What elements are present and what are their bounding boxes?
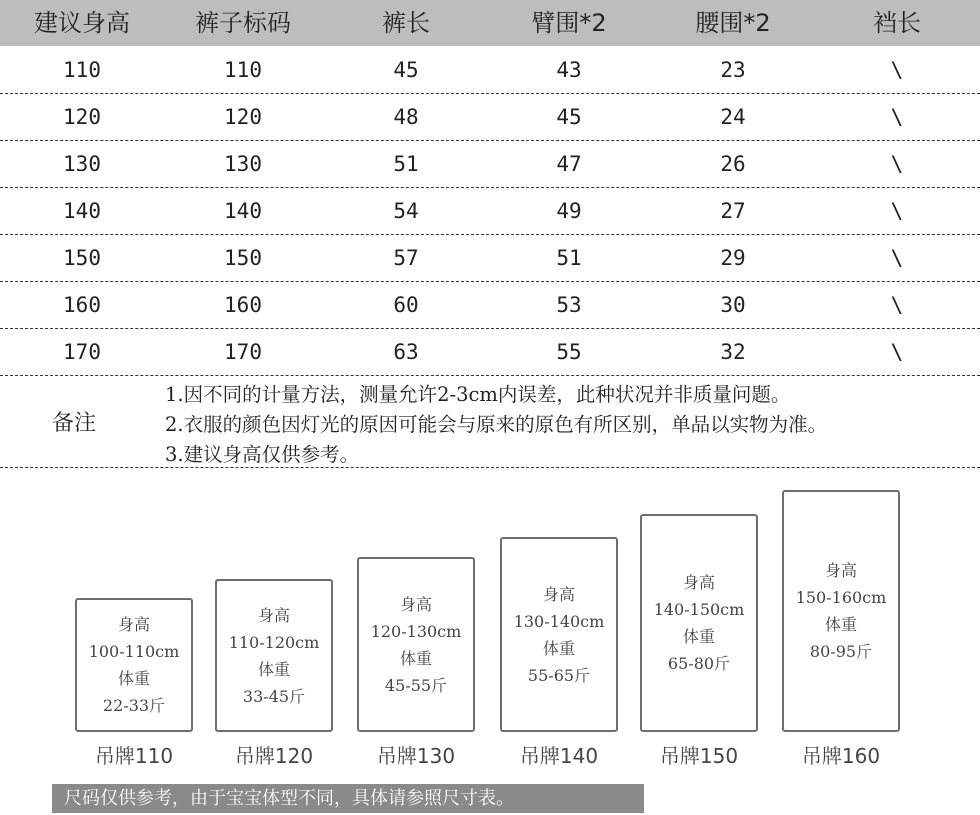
notes-label: 备注 — [52, 411, 97, 436]
tag-height-range: 140-150cm — [653, 600, 745, 619]
tag-weight-label: 体重 — [682, 627, 715, 646]
header-crotch-length: 裆长 — [873, 9, 921, 37]
table-cell: 160 — [224, 293, 262, 317]
table-cell: 140 — [224, 199, 262, 223]
table-row — [0, 94, 980, 141]
table-cell: 47 — [556, 152, 582, 176]
tag-weight-label: 体重 — [824, 615, 857, 634]
tag-height-range: 100-110cm — [88, 642, 180, 661]
tag-weight-label: 体重 — [117, 669, 150, 688]
hangtag-120 — [215, 579, 333, 732]
table-cell: 30 — [720, 293, 746, 317]
table-cell: 48 — [393, 105, 419, 129]
tag-height-range: 120-130cm — [370, 621, 462, 641]
tag-weight-range: 65-80斤 — [667, 654, 731, 673]
hangtag-130 — [357, 557, 475, 732]
table-cell: 63 — [393, 340, 419, 364]
table-cell: 43 — [556, 58, 582, 82]
note-line-2: 2.衣服的颜色因灯光的原因可能会与原来的原色有所区别，单品以实物为准。 — [165, 413, 828, 436]
table-cell: 45 — [393, 58, 419, 82]
tag-height-range: 130-140cm — [513, 611, 605, 631]
table-row — [0, 188, 980, 235]
table-cell: 130 — [63, 152, 101, 176]
hangtag-160 — [782, 490, 900, 732]
table-cell: 60 — [393, 293, 419, 317]
table-cell: \ — [890, 152, 904, 176]
tag-height-range: 150-160cm — [795, 588, 887, 607]
table-cell: 27 — [720, 199, 746, 223]
table-cell: 130 — [224, 152, 262, 176]
table-cell: \ — [890, 340, 904, 364]
table-cell: 110 — [63, 58, 101, 82]
table-cell: \ — [890, 105, 904, 129]
header-pants-length: 裤长 — [382, 9, 430, 37]
table-cell: 140 — [63, 199, 101, 223]
size-disclaimer-banner: 尺码仅供参考，由于宝宝体型不同，具体请参照尺寸表。 — [52, 784, 644, 813]
tag-weight-label: 体重 — [542, 638, 575, 658]
note-line-3: 3.建议身高仅供参考。 — [165, 443, 360, 466]
tag-weight-range: 33-45斤 — [242, 686, 306, 706]
header-waist-circumference: 腰围*2 — [695, 9, 771, 37]
table-cell: 54 — [393, 199, 419, 223]
hangtag-label: 吊牌130 — [376, 744, 456, 768]
tag-height-label: 身高 — [399, 594, 432, 614]
table-cell: 26 — [720, 152, 746, 176]
tag-weight-range: 55-65斤 — [527, 665, 591, 685]
table-cell: 23 — [720, 58, 746, 82]
table-cell: 150 — [63, 246, 101, 270]
tag-weight-label: 体重 — [257, 659, 290, 679]
table-cell: \ — [890, 58, 904, 82]
tag-weight-range: 80-95斤 — [809, 642, 873, 661]
table-cell: 45 — [556, 105, 582, 129]
hangtag-110 — [75, 598, 193, 732]
table-cell: 170 — [224, 340, 262, 364]
table-cell: 49 — [556, 199, 582, 223]
hangtag-label: 吊牌120 — [234, 744, 314, 768]
notes-section — [0, 376, 980, 468]
header-pants-size: 裤子标码 — [195, 9, 291, 37]
tag-height-label: 身高 — [542, 584, 575, 604]
hangtag-label: 吊牌160 — [801, 744, 881, 768]
table-row — [0, 141, 980, 188]
table-header — [0, 0, 980, 46]
tag-weight-range: 22-33斤 — [102, 696, 166, 715]
table-cell: 55 — [556, 340, 582, 364]
table-cell: 120 — [63, 105, 101, 129]
header-suggested-height: 建议身高 — [34, 9, 130, 37]
table-cell: 24 — [720, 105, 746, 129]
table-cell: \ — [890, 293, 904, 317]
table-row — [0, 282, 980, 329]
table-cell: 150 — [224, 246, 262, 270]
tag-height-label: 身高 — [682, 573, 715, 592]
tag-height-label: 身高 — [257, 605, 290, 625]
table-cell: 51 — [393, 152, 419, 176]
table-cell: \ — [890, 246, 904, 270]
hangtag-label: 吊牌150 — [659, 744, 739, 768]
hangtag-140 — [500, 537, 618, 732]
table-cell: \ — [890, 199, 904, 223]
tag-weight-label: 体重 — [399, 648, 432, 668]
hangtag-label: 吊牌140 — [519, 744, 599, 768]
table-cell: 51 — [556, 246, 582, 270]
table-row — [0, 329, 980, 376]
table-cell: 32 — [720, 340, 746, 364]
table-cell: 160 — [63, 293, 101, 317]
tag-weight-range: 45-55斤 — [384, 675, 448, 695]
table-cell: 57 — [393, 246, 419, 270]
hangtag-label: 吊牌110 — [94, 744, 174, 768]
table-cell: 110 — [224, 58, 262, 82]
tag-height-range: 110-120cm — [228, 632, 320, 652]
table-cell: 53 — [556, 293, 582, 317]
table-cell: 29 — [720, 246, 746, 270]
note-line-1: 1.因不同的计量方法，测量允许2-3cm内误差，此种状况并非质量问题。 — [165, 383, 791, 406]
tag-height-label: 身高 — [117, 615, 150, 634]
header-arm-circumference: 臂围*2 — [531, 9, 607, 37]
table-cell: 120 — [224, 105, 262, 129]
tag-height-label: 身高 — [824, 561, 857, 580]
table-cell: 170 — [63, 340, 101, 364]
table-row — [0, 235, 980, 282]
hangtag-150 — [640, 514, 758, 732]
table-row — [0, 47, 980, 94]
